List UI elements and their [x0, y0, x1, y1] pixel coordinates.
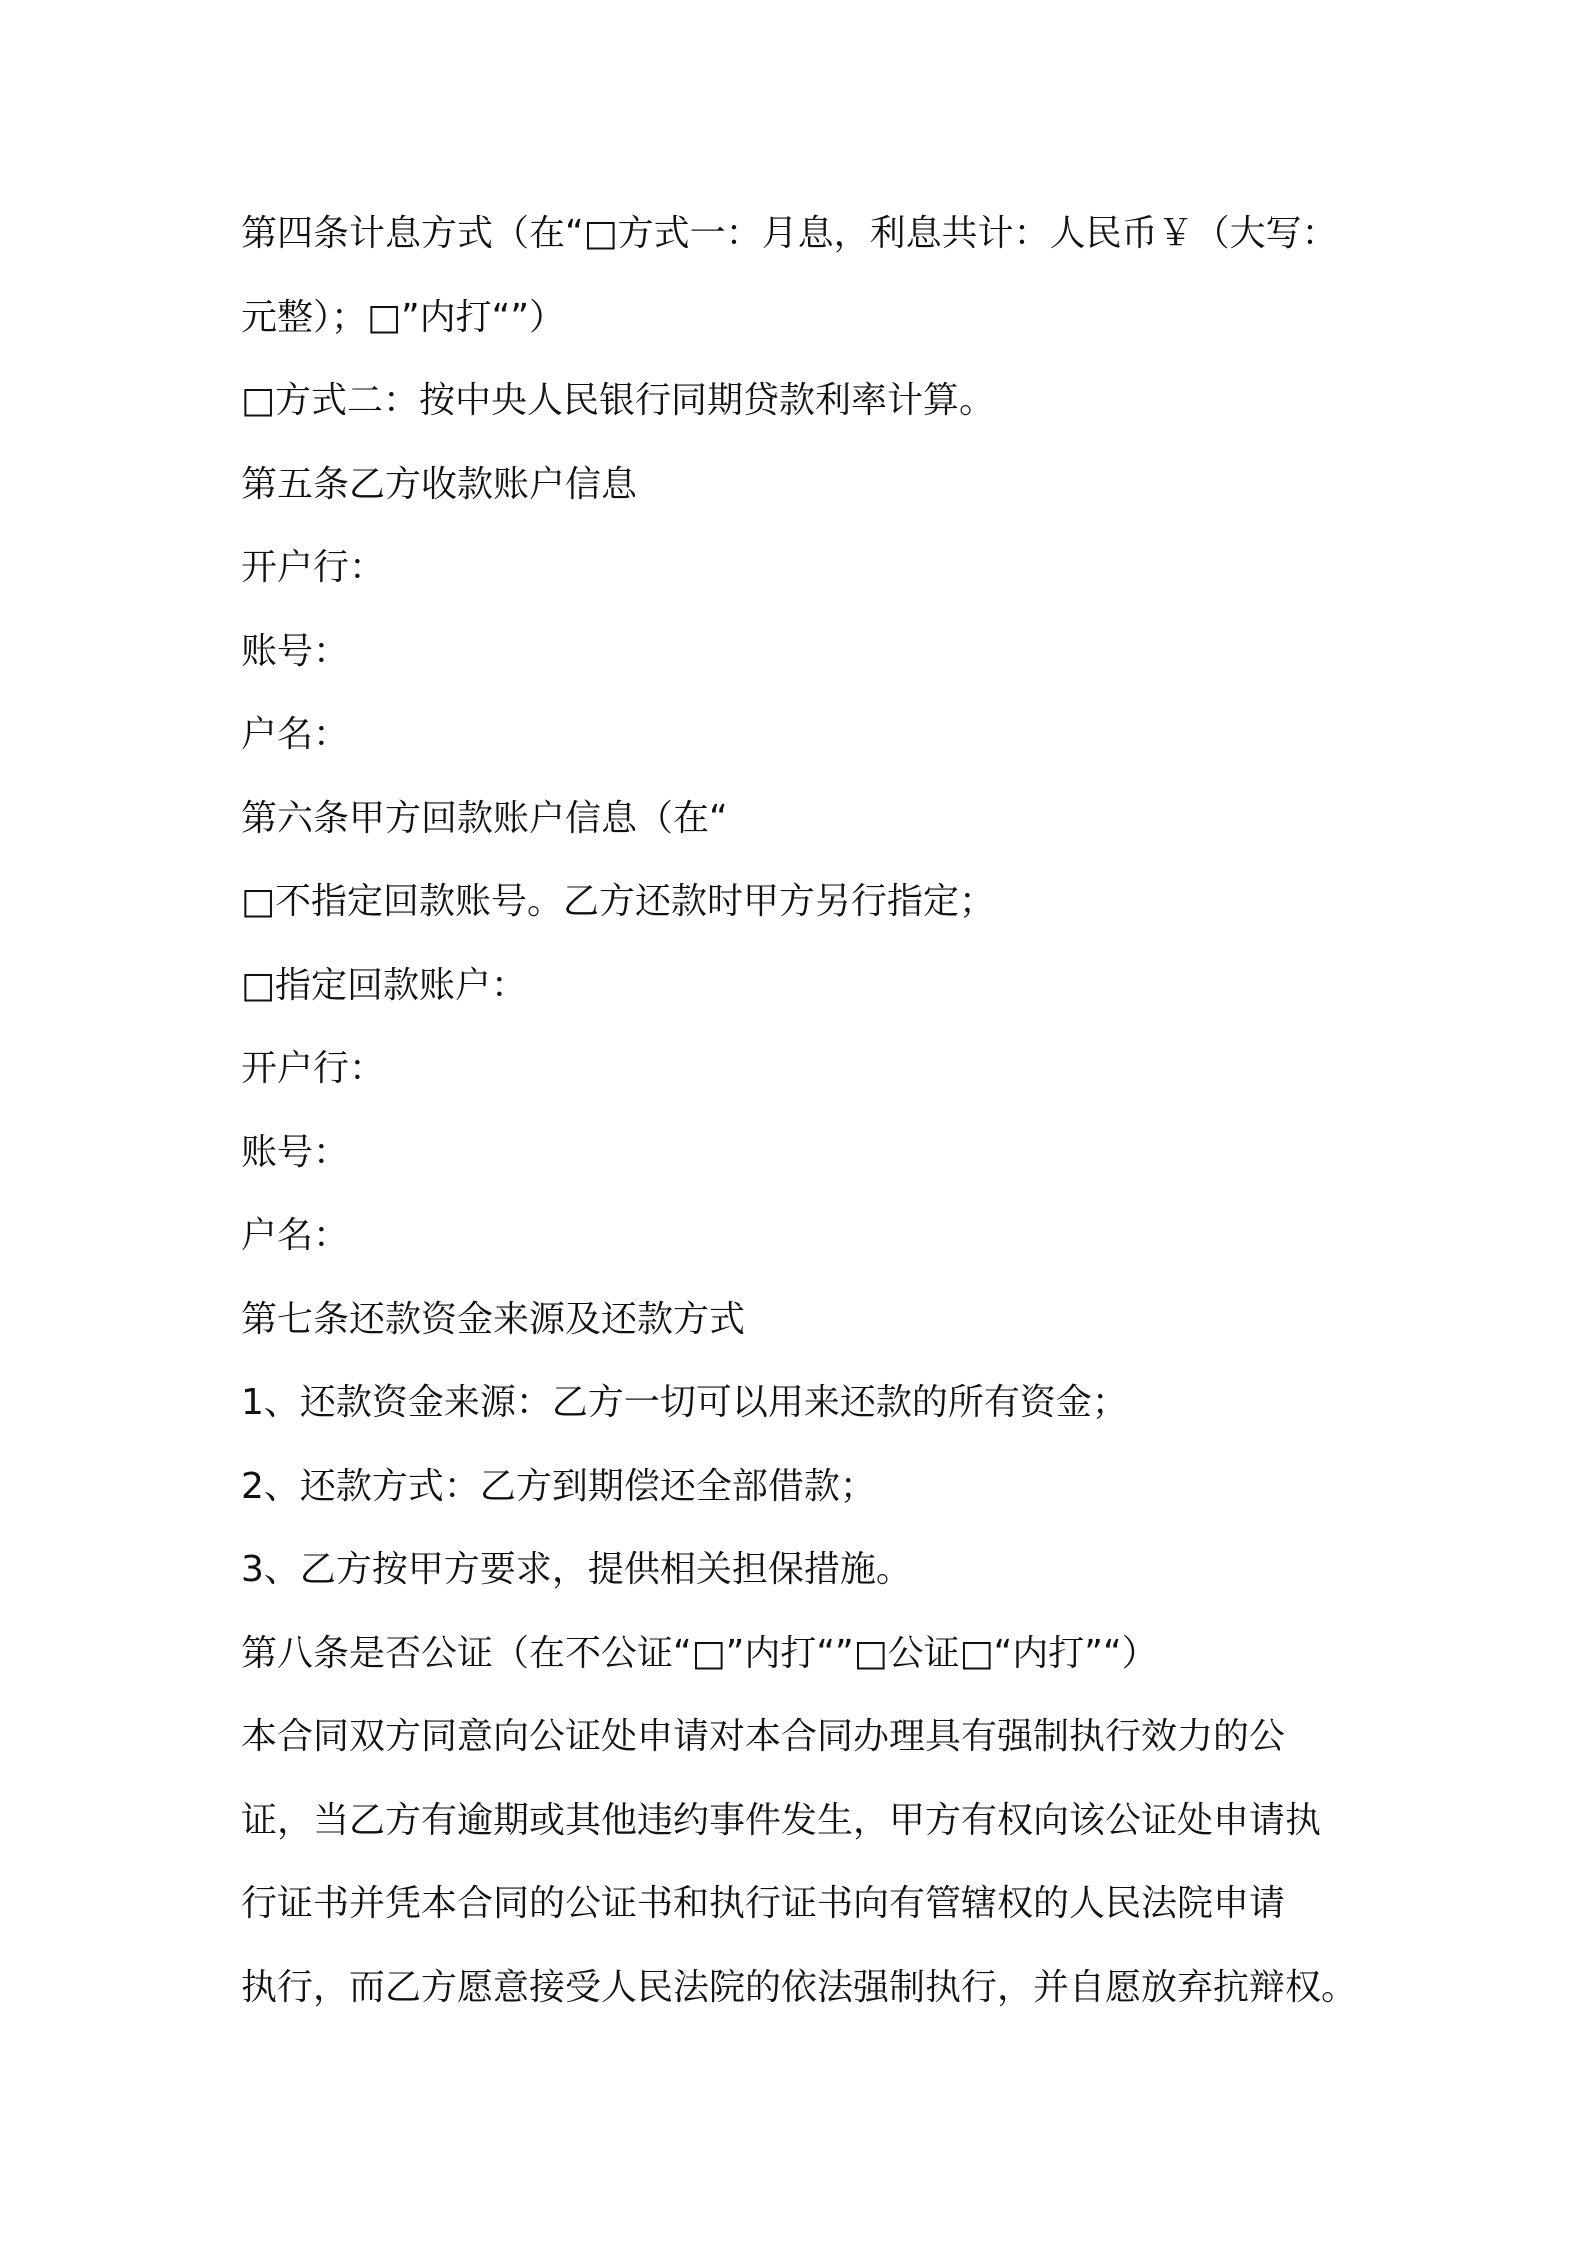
- article-4-heading-line-2: 元整）；□”内打“”）: [241, 296, 565, 338]
- repayment-source-item: 1、还款资金来源：乙方一切可以用来还款的所有资金；: [241, 1382, 1128, 1423]
- repayment-method-item: 2、还款方式：乙方到期偿还全部借款；: [241, 1465, 876, 1507]
- notarization-paragraph-line-3: 行证书并凭本合同的公证书和执行证书向有管辖权的人民法院申请: [241, 1883, 1286, 1924]
- article-8-heading: 第八条是否公证（在不公证“□”内打“”□公证□“内打”“）: [241, 1632, 1158, 1674]
- repayment-account-name-label: 户名：: [241, 1215, 350, 1256]
- notarization-paragraph-line-2: 证，当乙方有逾期或其他违约事件发生，甲方有权向该公证处申请执: [241, 1799, 1322, 1841]
- repayment-account-label: 账号：: [241, 1131, 350, 1173]
- notarization-paragraph-line-1: 本合同双方同意向公证处申请对本合同办理具有强制执行效力的公: [241, 1716, 1286, 1757]
- interest-method-2: □方式二：按中央人民银行同期贷款利率计算。: [241, 380, 996, 421]
- no-designated-account-option: □不指定回款账号。乙方还款时甲方另行指定；: [241, 881, 996, 922]
- repayment-bank-label: 开户行：: [241, 1048, 386, 1089]
- notarization-paragraph-line-4: 执行，而乙方愿意接受人民法院的依法强制执行，并自愿放弃抗辩权。: [241, 1966, 1358, 2008]
- article-4-heading-line-1: 第四条计息方式（在“□方式一：月息，利息共计：人民币￥（大写：: [241, 213, 1338, 254]
- document-body: [241, 192, 1361, 2029]
- article-6-heading: 第六条甲方回款账户信息（在“: [241, 797, 728, 839]
- designated-account-option: □指定回款账户：: [241, 964, 528, 1006]
- article-5-heading: 第五条乙方收款账户信息: [241, 463, 638, 505]
- receiving-bank-label: 开户行：: [241, 547, 386, 588]
- receiving-account-name-label: 户名：: [241, 714, 350, 755]
- receiving-account-label: 账号：: [241, 630, 350, 672]
- article-7-heading: 第七条还款资金来源及还款方式: [241, 1298, 746, 1340]
- guarantee-measures-item: 3、乙方按甲方要求，提供相关担保措施。: [241, 1549, 912, 1590]
